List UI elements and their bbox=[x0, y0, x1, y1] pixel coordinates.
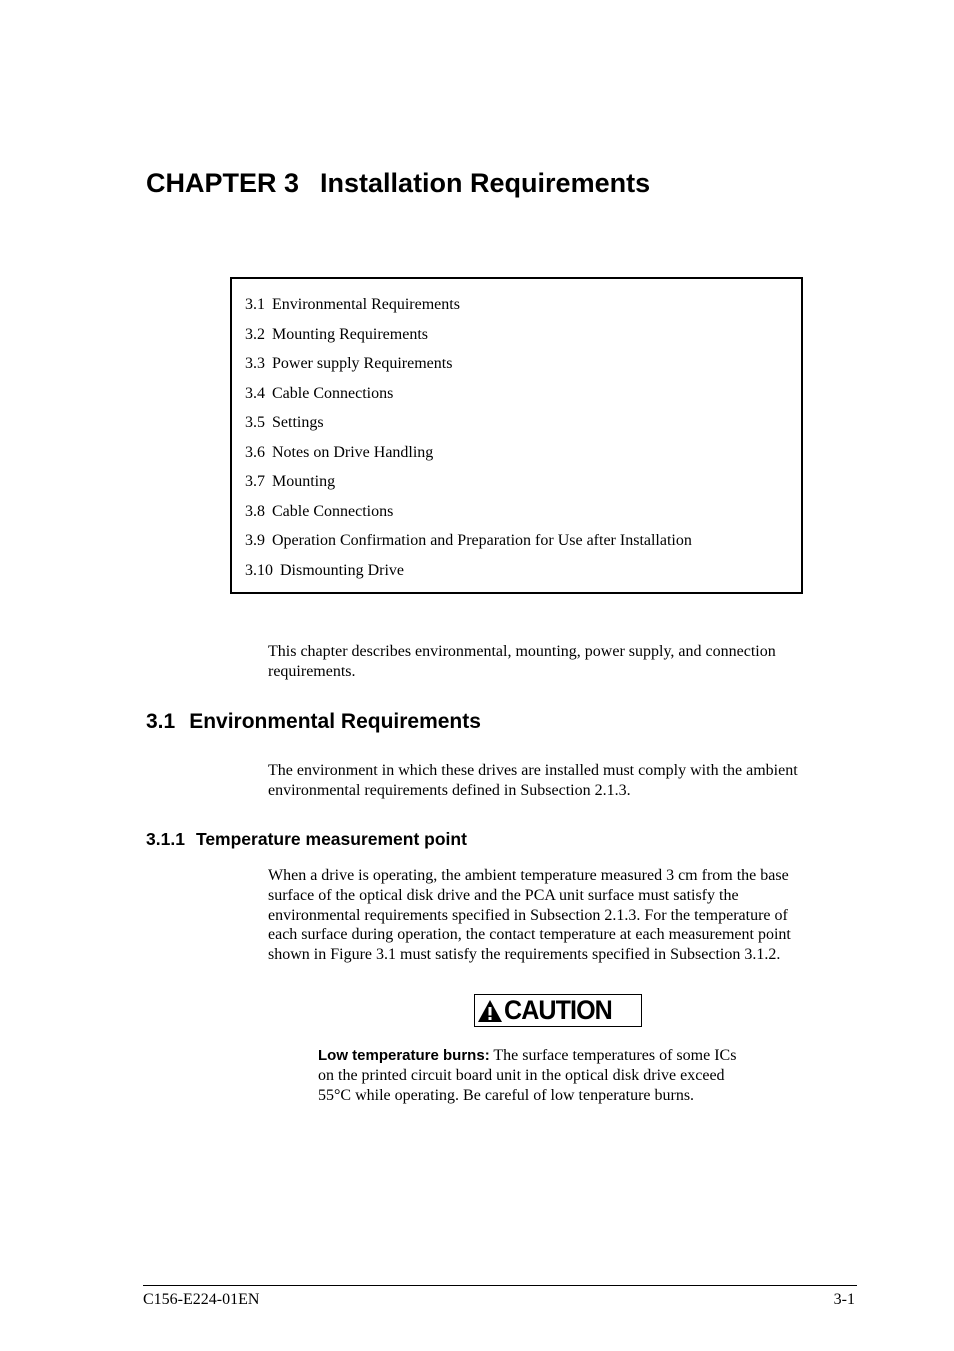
toc-item-number: 3.6 bbox=[245, 443, 265, 461]
toc-item[interactable] bbox=[245, 556, 692, 586]
toc-item-label: Cable Connections bbox=[272, 384, 394, 402]
text-line: environmental requirements specified in Subsection 2.1.3. For the temperature of bbox=[268, 906, 788, 924]
toc-item[interactable] bbox=[245, 349, 692, 379]
toc-item-number: 3.8 bbox=[245, 502, 265, 520]
section-title: Environmental Requirements bbox=[189, 710, 481, 733]
toc-item[interactable] bbox=[245, 497, 692, 527]
section-title: Temperature measurement point bbox=[195, 829, 467, 849]
toc-item[interactable] bbox=[245, 320, 692, 350]
intro-paragraph bbox=[268, 642, 858, 682]
section-heading-3-1-1 bbox=[146, 829, 467, 850]
toc-item[interactable] bbox=[245, 379, 692, 409]
toc-item-label: Power supply Requirements bbox=[272, 355, 453, 372]
toc-list bbox=[245, 290, 692, 585]
toc-item-label: Dismounting Drive bbox=[280, 561, 404, 579]
text-line: The environment in which these drives are installed must comply with the ambient bbox=[268, 762, 798, 779]
toc-item[interactable] bbox=[245, 438, 692, 468]
caution-badge bbox=[474, 994, 642, 1027]
text-line: environmental requirements defined in Subsection 2.1.3. bbox=[268, 781, 631, 799]
chapter-label: CHAPTER 3 bbox=[146, 168, 300, 198]
text-line: This chapter describes environmental, mounting, power supply, and connection bbox=[268, 643, 776, 660]
chapter-contents-box bbox=[230, 277, 803, 594]
text-line: each surface during operation, the contact temperature at each measurement point bbox=[268, 926, 791, 944]
text-line: requirements. bbox=[268, 662, 356, 680]
toc-item-label: Operation Confirmation and Preparation for Use after Installation bbox=[272, 532, 692, 549]
section-3-1-1-paragraph bbox=[268, 866, 858, 965]
toc-item-number: 3.2 bbox=[245, 325, 265, 343]
chapter-name: Installation Requirements bbox=[320, 168, 651, 198]
toc-item-number: 3.9 bbox=[245, 532, 265, 549]
section-3-1-paragraph bbox=[268, 761, 858, 801]
chapter-title bbox=[146, 168, 650, 199]
toc-item-label: Mounting Requirements bbox=[272, 325, 428, 343]
text-line: shown in Figure 3.1 must satisfy the requirements specified in Subsection 3.1.2. bbox=[268, 946, 781, 964]
caution-lead: Low temperature burns: bbox=[318, 1047, 490, 1064]
toc-item[interactable] bbox=[245, 467, 692, 497]
toc-item[interactable] bbox=[245, 290, 692, 320]
footer-document-id: C156-E224-01EN bbox=[143, 1291, 260, 1308]
footer-divider bbox=[143, 1285, 857, 1286]
toc-item[interactable] bbox=[245, 408, 692, 438]
section-number: 3.1 bbox=[146, 710, 176, 733]
toc-item-label: Notes on Drive Handling bbox=[272, 443, 434, 461]
text-line: on the printed circuit board unit in the optical disk drive exceed bbox=[318, 1066, 725, 1084]
toc-item-number: 3.5 bbox=[245, 414, 265, 431]
toc-item-number: 3.7 bbox=[245, 473, 265, 490]
text-line: 55°C while operating. Be careful of low tenperature burns. bbox=[318, 1086, 695, 1104]
toc-item[interactable] bbox=[245, 526, 692, 556]
warning-triangle-icon bbox=[477, 999, 503, 1023]
footer-page-number: 3-1 bbox=[833, 1291, 855, 1308]
toc-item-number: 3.10 bbox=[245, 561, 273, 579]
section-heading-3-1 bbox=[146, 710, 481, 734]
caution-label: CAUTION bbox=[504, 995, 612, 1025]
toc-item-number: 3.1 bbox=[245, 296, 265, 313]
toc-item-label: Environmental Requirements bbox=[272, 296, 460, 313]
toc-item-label: Cable Connections bbox=[272, 502, 394, 520]
text-line: When a drive is operating, the ambient temperature measured 3 cm from the base bbox=[268, 867, 789, 884]
text-line: surface of the optical disk drive and the PCA unit surface must satisfy the bbox=[268, 886, 739, 904]
section-number: 3.1.1 bbox=[146, 829, 185, 849]
toc-item-number: 3.3 bbox=[245, 355, 265, 372]
toc-item-label: Mounting bbox=[272, 473, 336, 490]
toc-item-number: 3.4 bbox=[245, 384, 265, 402]
text-line: The surface temperatures of some ICs bbox=[489, 1047, 737, 1064]
toc-item-label: Settings bbox=[272, 414, 324, 431]
caution-paragraph bbox=[318, 1046, 808, 1105]
